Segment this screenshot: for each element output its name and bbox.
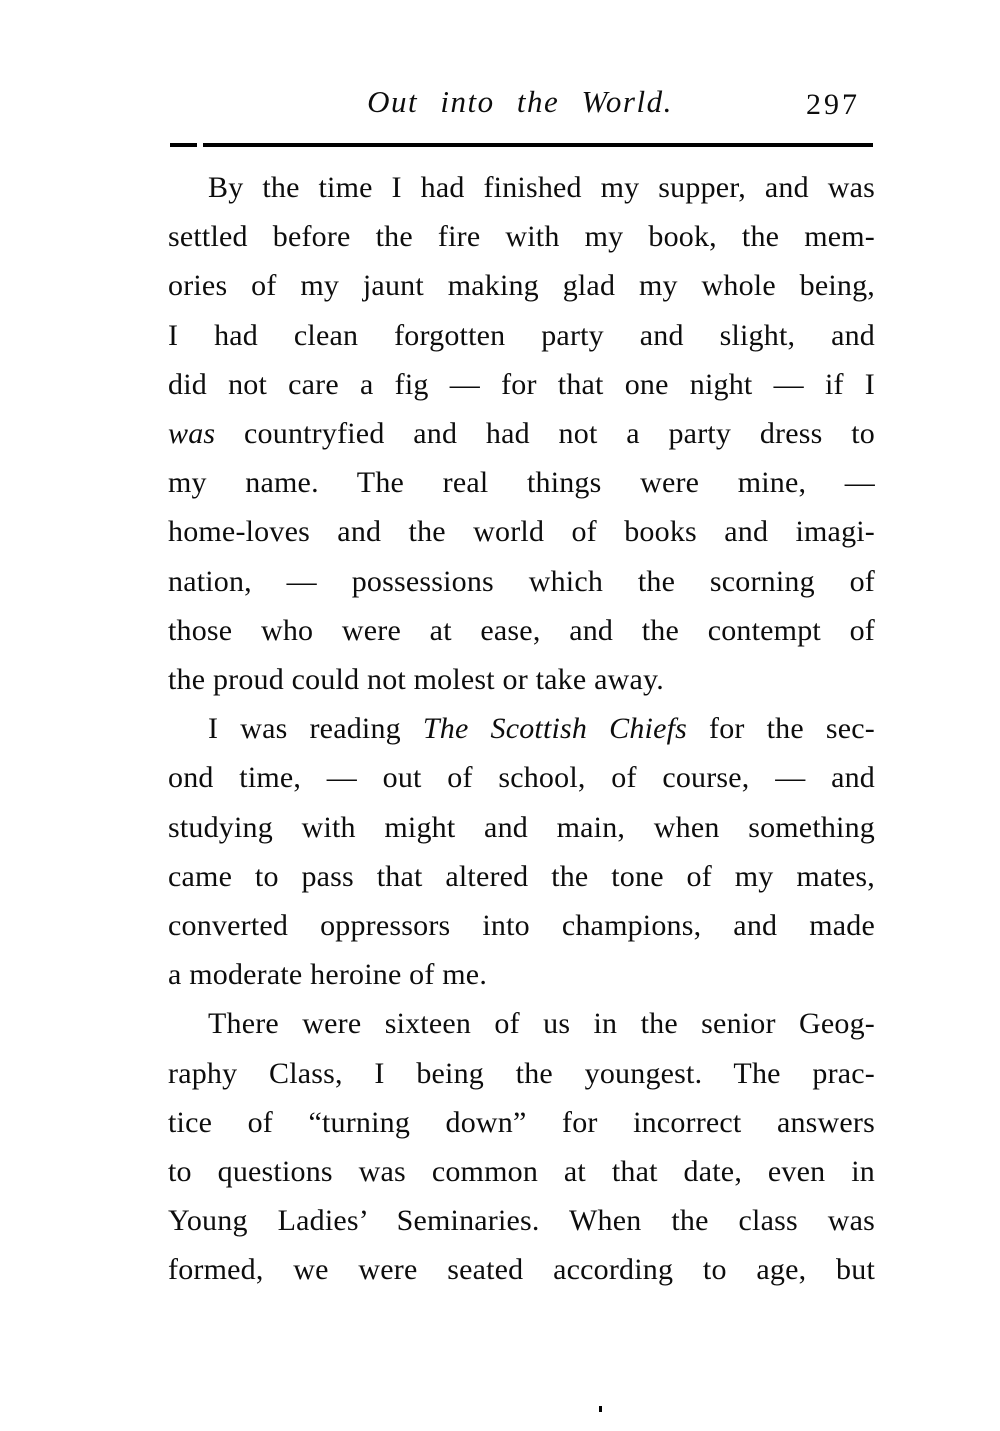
italic-text: The Scottish Chiefs [422, 712, 687, 746]
text-line: Young Ladies’ Seminaries. When the class was [168, 1204, 875, 1238]
text-line: converted oppressors into champions, and made [168, 909, 875, 943]
paragraph [168, 999, 875, 1294]
paragraph [168, 704, 875, 999]
header-rule [170, 143, 873, 147]
text-line: studying with might and main, when something [168, 810, 875, 844]
text-line: was countryfied and had not a party dress to [168, 417, 875, 451]
text-line: tice of “turning down” for incorrect answers [168, 1105, 875, 1139]
paragraph [168, 163, 875, 704]
text-line: I was reading The Scottish Chiefs for the sec- [208, 712, 875, 746]
text-line: ond time, — out of school, of course, — and [168, 761, 875, 795]
text-line: those who were at ease, and the contempt of [168, 613, 875, 647]
page-number: 297 [806, 88, 860, 121]
ink-speck [599, 1406, 602, 1412]
running-header-title: Out into the World. [367, 84, 673, 119]
text-line: By the time I had finished my supper, and was [208, 171, 875, 204]
text-line: There were sixteen of us in the senior Geog- [208, 1007, 875, 1041]
text-line: I had clean forgotten party and slight, and [168, 318, 875, 352]
text-line: settled before the fire with my book, the mem- [168, 220, 875, 254]
text-line: a moderate heroine of me. [168, 958, 488, 992]
text-line: did not care a fig — for that one night — if I [168, 367, 875, 401]
text-line: nation, — possessions which the scorning of [168, 564, 875, 598]
italic-text: was [168, 417, 216, 451]
text-line: came to pass that altered the tone of my mates, [168, 859, 875, 893]
text-line: raphy Class, I being the youngest. The prac- [168, 1056, 875, 1090]
text-line: home-loves and the world of books and imagi- [168, 515, 875, 549]
text-line: to questions was common at that date, even in [168, 1155, 875, 1189]
text-line: the proud could not molest or take away. [168, 663, 664, 697]
text-line: my name. The real things were mine, — [168, 466, 875, 500]
text-line: ories of my jaunt making glad my whole being, [168, 269, 875, 303]
text-line: formed, we were seated according to age, but [168, 1253, 875, 1287]
page-body-text [168, 163, 875, 1295]
